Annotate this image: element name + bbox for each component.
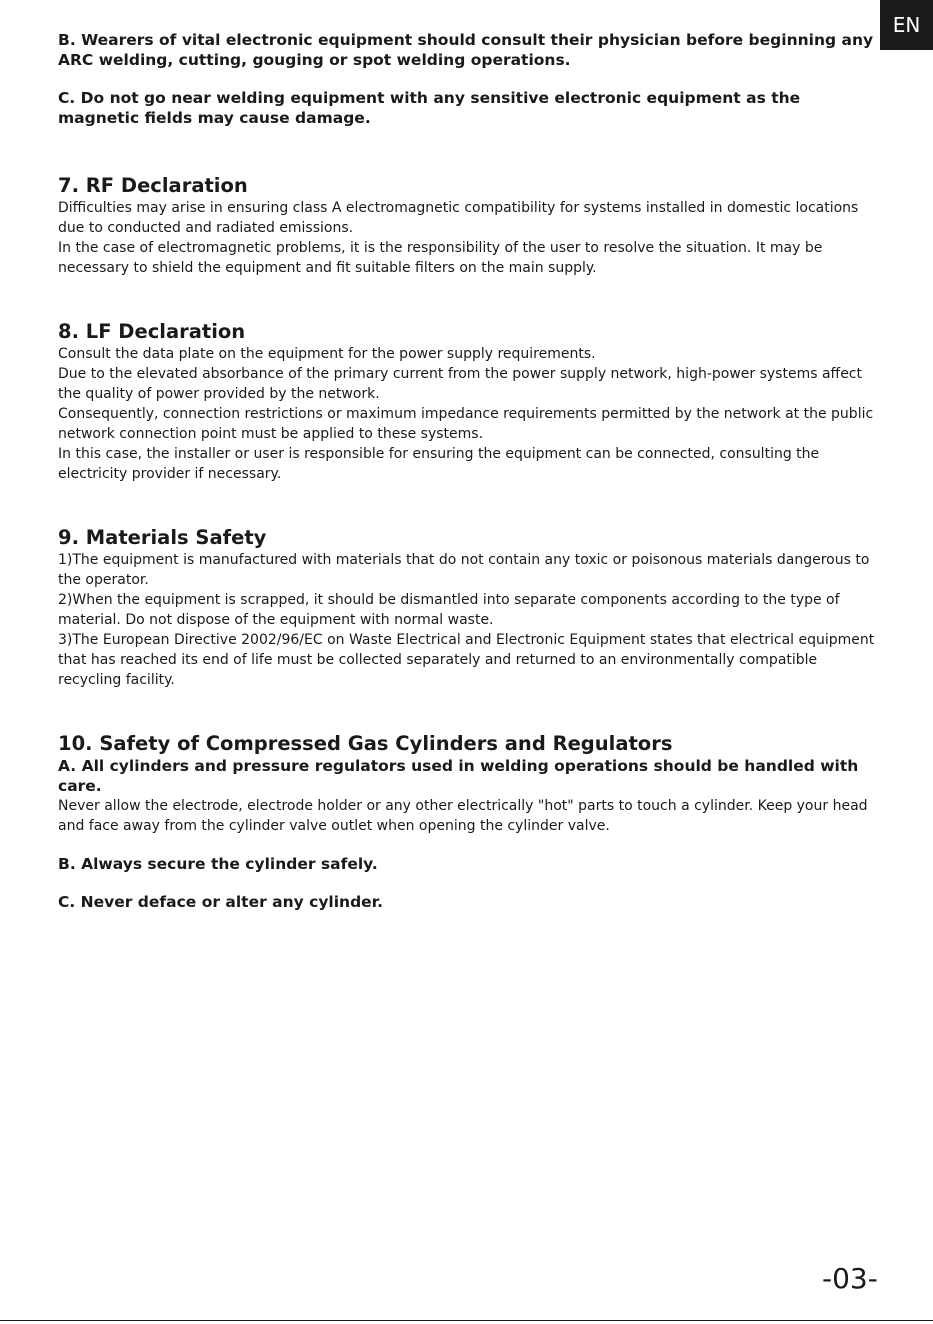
section-rf-paragraph: Difficulties may arise in ensuring class A electromagnetic compatibility for systems installed in domestic locations due to conducted and radiated emissions. <box>58 200 859 236</box>
section-lf-paragraph: Consult the data plate on the equipment for the power supply requirements. <box>58 346 596 362</box>
section-lf-paragraph: Due to the elevated absorbance of the primary current from the power supply network, high-power systems affect the quality of power provided by the network. <box>58 366 862 402</box>
page-content <box>58 30 876 912</box>
section-materials-paragraph: 1)The equipment is manufactured with materials that do not contain any toxic or poisonous materials dangerous to the operator. <box>58 552 870 588</box>
intro-item-c: C. Do not go near welding equipment with any sensitive electronic equipment as the magnetic fields may cause damage. <box>58 89 801 127</box>
section-heading-gas-cylinders: 10. Safety of Compressed Gas Cylinders and Regulators <box>58 732 673 755</box>
gas-paragraph-a: Never allow the electrode, electrode holder or any other electrically "hot" parts to touch a cylinder. Keep your head and face away from the cylinder valve outlet when opening the cylinder valve. <box>58 798 868 834</box>
bottom-divider <box>0 1320 933 1321</box>
section-heading-rf: 7. RF Declaration <box>58 174 248 197</box>
section-lf-paragraph: In this case, the installer or user is responsible for ensuring the equipment can be connected, consulting the electricity provider if necessary. <box>58 446 820 482</box>
section-heading-materials: 9. Materials Safety <box>58 526 267 549</box>
section-materials-paragraph: 2)When the equipment is scrapped, it should be dismantled into separate components according to the type of material. Do not dispose of the equipment with normal waste. <box>58 592 840 628</box>
gas-subhead-a: A. All cylinders and pressure regulators used in welding operations should be handled with care. <box>58 757 859 795</box>
section-rf-paragraph: In the case of electromagnetic problems, it is the responsibility of the user to resolve the situation. It may be necessary to shield the equipment and fit suitable filters on the main supply. <box>58 240 823 276</box>
gas-subhead-b: B. Always secure the cylinder safely. <box>58 855 378 873</box>
language-tab: EN <box>880 0 933 50</box>
gas-subhead-c: C. Never deface or alter any cylinder. <box>58 893 384 911</box>
page-number: -03- <box>822 1262 878 1295</box>
section-lf-paragraph: Consequently, connection restrictions or maximum impedance requirements permitted by the network at the public network connection point must be applied to these systems. <box>58 406 874 442</box>
section-heading-lf: 8. LF Declaration <box>58 320 246 343</box>
section-materials-paragraph: 3)The European Directive 2002/96/EC on Waste Electrical and Electronic Equipment states that electrical equipment that has reached its end of life must be collected separately and returned to an environmentally compatible recycling facility. <box>58 632 875 688</box>
intro-item-b: B. Wearers of vital electronic equipment should consult their physician before beginning any ARC welding, cutting, gouging or spot welding operations. <box>58 31 874 69</box>
